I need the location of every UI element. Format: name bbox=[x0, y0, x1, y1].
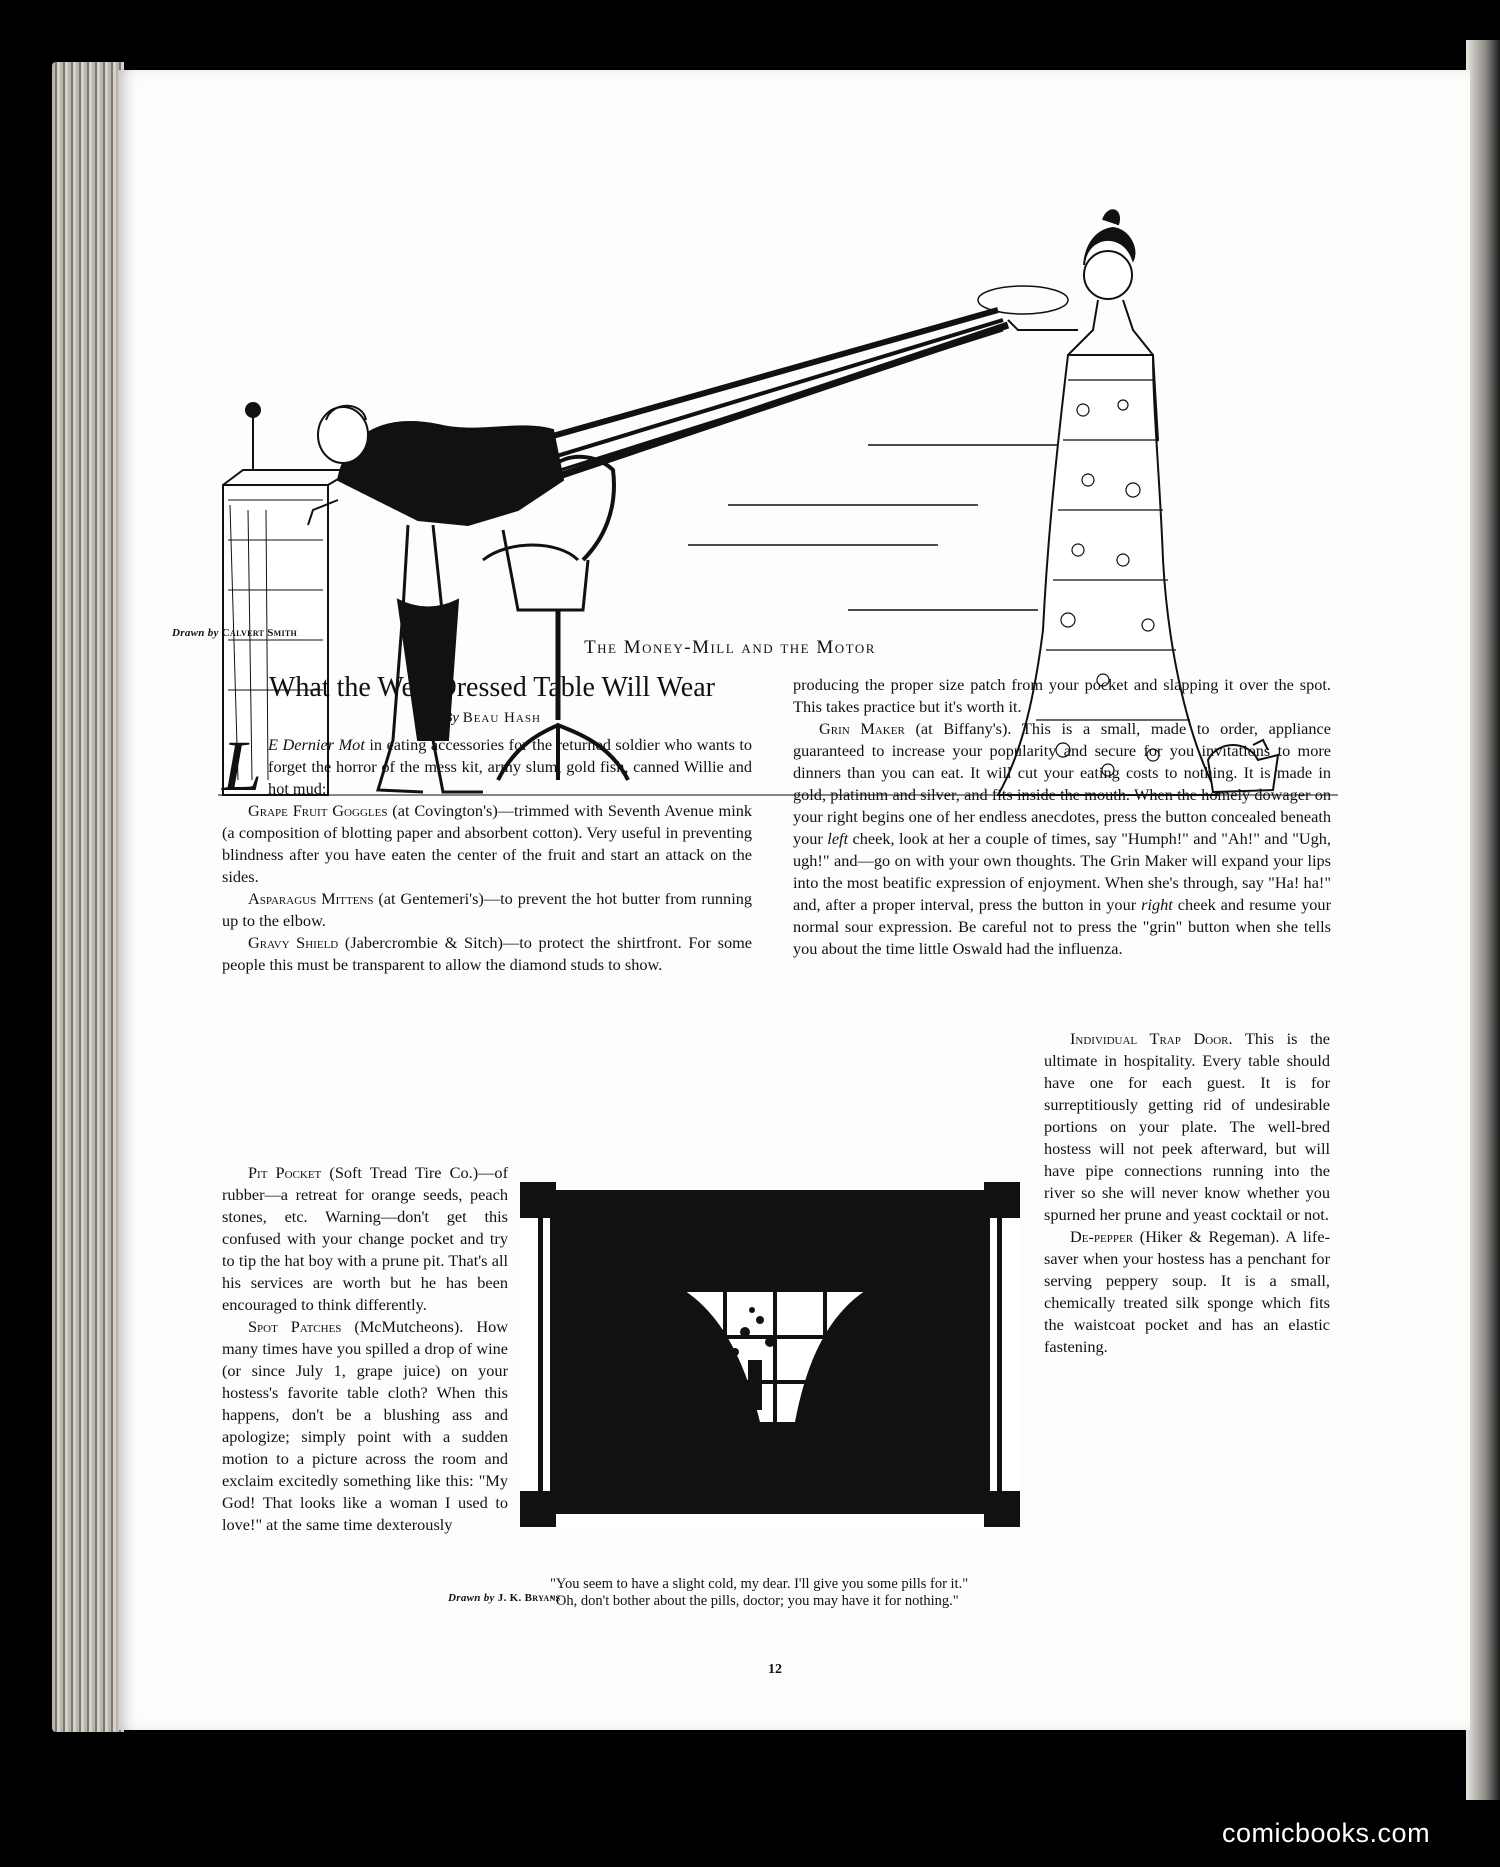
article-byline bbox=[222, 710, 762, 727]
item-heading: Gravy Shield bbox=[248, 933, 339, 952]
article-title: What the Well Dressed Table Will Wear bbox=[269, 672, 715, 703]
paragraph-spot-patches bbox=[222, 1316, 508, 1536]
item-text: (McMutcheons). How many times have you spilled a drop of wine (or since July 1, grape juice) on your hostess's favorite table cloth? When this happens, don't be a blushing ass and apologize; simply point with a sudden motion to a picture across the room and exclaim excitedly something like this: "My God! That looks like a woman I used to love!" at the same time dexterously bbox=[222, 1317, 509, 1534]
byline-prefix: By bbox=[443, 710, 459, 726]
book-page-edges bbox=[52, 62, 124, 1732]
article-column-right-narrow bbox=[1044, 1028, 1330, 1358]
article-column-right bbox=[793, 674, 1331, 960]
paragraph-grin-maker bbox=[793, 718, 1331, 960]
item-text: (Hiker & Regeman). A life-saver when your hostess has a penchant for serving peppery soup. It is a small, chemically treated silk sponge which fits the waistcoat pocket and has an elastic fastening. bbox=[1044, 1227, 1330, 1356]
paragraph-grape-fruit-goggles bbox=[222, 800, 752, 888]
paragraph-continued: producing the proper size patch from your pocket and slapping it over the spot. This takes practice but it's worth it. bbox=[793, 675, 1331, 716]
paragraph-trap-door bbox=[1044, 1028, 1330, 1226]
article-column-left-narrow bbox=[222, 1162, 508, 1536]
item-heading: Spot Patches bbox=[248, 1317, 342, 1336]
item-text: cheek, look at her a couple of times, say "Humph!" and "Ah!" and "Ugh, ugh!" and—go on with your own thoughts. The Grin Maker will expand your lips into the most beatific expression of enjoyment. When she's through, say "Ha! ha!" and, after a proper interval, press the button in your bbox=[793, 829, 1331, 914]
byline-author: Beau Hash bbox=[462, 710, 541, 726]
item-heading: De-pepper bbox=[1070, 1227, 1134, 1246]
item-heading: Grin Maker bbox=[819, 719, 905, 738]
item-italic: left bbox=[827, 829, 849, 848]
illustration-credit bbox=[172, 627, 297, 639]
paragraph-de-pepper bbox=[1044, 1226, 1330, 1358]
item-heading: Asparagus Mittens bbox=[248, 889, 374, 908]
item-text: cheek and resume your normal sour expression. Be careful not to press the "grin" button when she tells you about the time little Oswald had the influenza. bbox=[793, 895, 1331, 958]
paragraph-asparagus-mittens bbox=[222, 888, 752, 932]
item-text: (at Covington's)—trimmed with Seventh Avenue mink (a composition of blotting paper and absorbent cotton). Very useful in preventing blindness after you have eaten the center of the fruit and start an attack on the sides. bbox=[222, 801, 753, 886]
item-italic: right bbox=[1141, 895, 1173, 914]
caption-line: "You seem to have a slight cold, my dear. I'll give you some pills for it." bbox=[550, 1576, 969, 1592]
credit-prefix: Drawn by bbox=[448, 1592, 495, 1604]
credit-artist-name: J. K. Bryans bbox=[497, 1592, 561, 1604]
item-text: This is the ultimate in hospitality. Every table should have one for each guest. It is for surreptitiously getting rid of undesirable portions on your plate. The well-bred hostess will not peek afterward, but will have pipe connections running into the river so she will never know whether you spurned her prune and yeast cocktail or not. bbox=[1044, 1029, 1330, 1224]
silhouette-caption bbox=[536, 1576, 1016, 1610]
item-heading: Individual Trap Door. bbox=[1070, 1029, 1233, 1048]
site-watermark: comicbooks.com bbox=[1222, 1818, 1431, 1848]
item-text: (Jabercrombie & Sitch)—to protect the shirtfront. For some people this must be transparent to allow the diamond studs to show. bbox=[222, 933, 753, 974]
credit-prefix: Drawn by bbox=[172, 627, 219, 639]
illustration-caption: The Money-Mill and the Motor bbox=[584, 637, 876, 658]
article-column-left bbox=[222, 726, 753, 976]
intro-italic: E Dernier Mot bbox=[268, 735, 365, 754]
intro-text: in eating accessories for the returned soldier who wants to forget the horror of the mess kit, army slum, gold fish, canned Willie and hot mud: bbox=[268, 735, 752, 798]
paragraph-pit-pocket bbox=[222, 1162, 508, 1316]
credit-artist-name: Calvert Smith bbox=[221, 627, 298, 639]
paragraph-gravy-shield bbox=[222, 932, 752, 976]
item-heading: Grape Fruit Goggles bbox=[248, 801, 388, 820]
drop-cap: L bbox=[222, 726, 263, 806]
item-text: (Soft Tread Tire Co.)—of rubber—a retreat for orange seeds, peach stones, etc. Warning—don't get this confused with your change pocket and try to tip the hat boy with a prune pit. That's all his services are worth but he has been encouraged to think differently. bbox=[222, 1163, 508, 1314]
magazine-page bbox=[118, 70, 1470, 1730]
item-heading: Pit Pocket bbox=[248, 1163, 322, 1182]
item-text: (at Biffany's). This is a small, made to order, appliance guaranteed to increase your popularity and secure for you invitations to more dinners than you can eat. It will cut your eating costs to nothing. It is made in gold, platinum and silver, and fits inside the mouth. When the homely dowager on your right begins one of her endless anecdotes, press the button concealed beneath your bbox=[793, 719, 1331, 848]
item-text: (at Gentemeri's)—to prevent the hot butter from running up to the elbow. bbox=[222, 889, 752, 930]
caption-line: "Oh, don't bother about the pills, doctor; you may have it for nothing." bbox=[550, 1593, 959, 1609]
page-number: 12 bbox=[768, 1662, 782, 1677]
silhouette-illustration bbox=[520, 1182, 1020, 1527]
intro-paragraph bbox=[222, 726, 752, 806]
